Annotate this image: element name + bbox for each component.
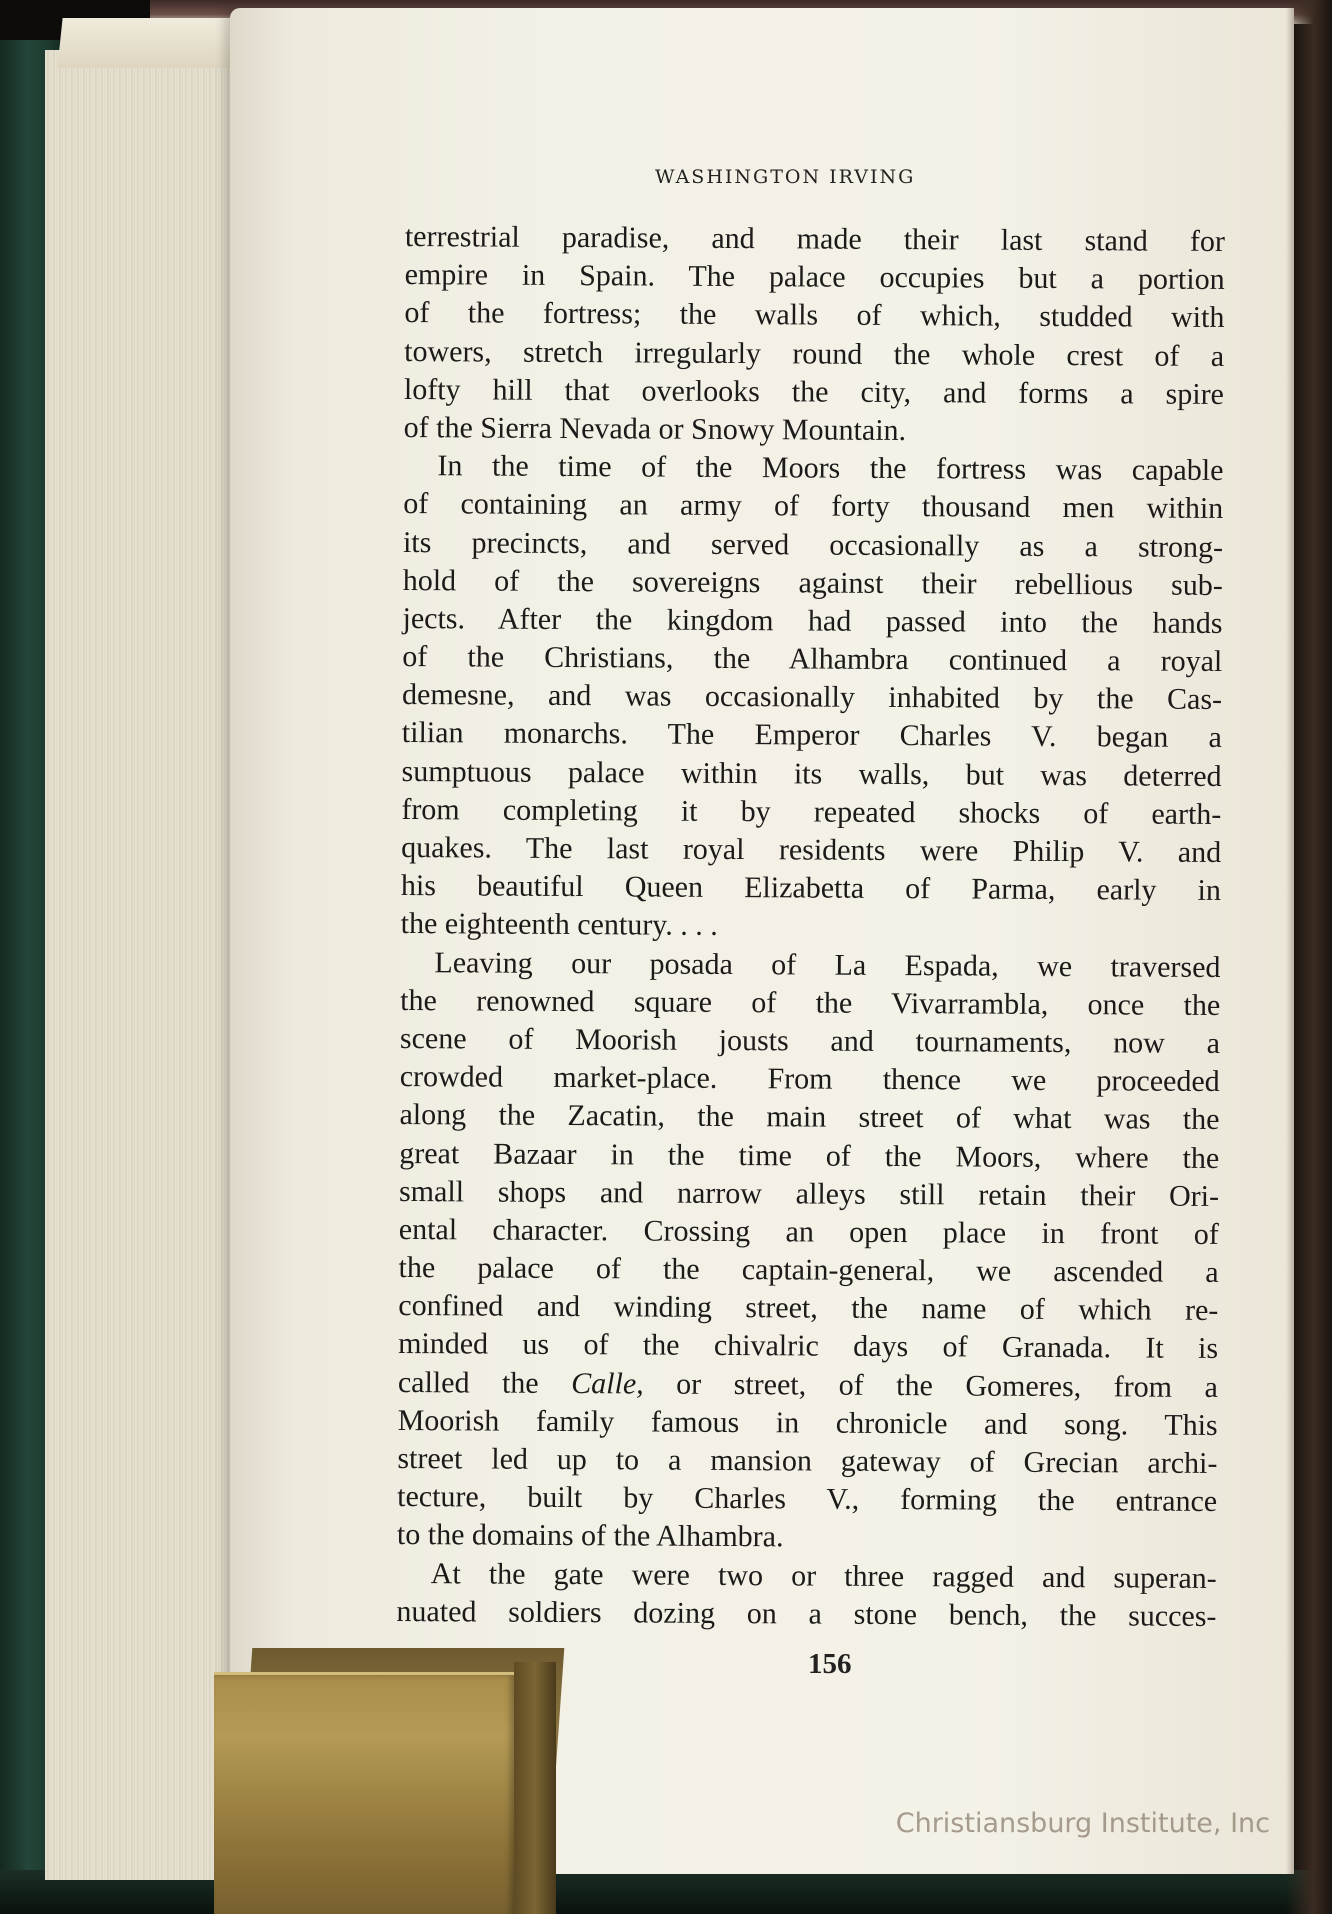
- text-line: jects. After the kingdom had passed into the hands: [402, 601, 1223, 640]
- italic-word: Calle,: [571, 1366, 644, 1401]
- text-line: sumptuous palace within its walls, but was deterred: [401, 754, 1222, 793]
- text-line: its precincts, and served occasionally as a strong-: [402, 525, 1224, 564]
- text-line: tilian monarchs. The Emperor Charles V. began a: [401, 716, 1222, 755]
- text-line: the renowned square of the Vivarrambla, once the: [400, 983, 1221, 1022]
- text-line: towers, stretch irregularly round the whole crest of a: [404, 334, 1225, 373]
- text-line: small shops and narrow alleys still retain their Ori-: [398, 1174, 1220, 1213]
- text-line: great Bazaar in the time of the Moors, where the: [399, 1136, 1220, 1175]
- text-line: quakes. The last royal residents were Philip V. and: [401, 830, 1222, 869]
- text-line: ental character. Crossing an open place in front of: [398, 1212, 1219, 1251]
- text-line: of the Sierra Nevada or Snowy Mountain.: [403, 410, 907, 448]
- text-line: In the time of the Moors the fortress was capable: [437, 449, 1224, 488]
- text-line: empire in Spain. The palace occupies but a portion: [404, 258, 1225, 297]
- text-line: the palace of the captain-general, we ascended a: [398, 1251, 1219, 1290]
- text-line: of containing an army of forty thousand men within: [403, 487, 1224, 526]
- text-line: terrestrial paradise, and made their last stand for: [404, 219, 1225, 259]
- page-number: 156: [808, 1648, 852, 1680]
- running-head: WASHINGTON IRVING: [655, 166, 916, 188]
- text-line: Leaving our posada of La Espada, we traversed: [434, 945, 1221, 984]
- text-line: minded us of the chivalric days of Granada. It is: [398, 1327, 1219, 1366]
- text-line: confined and winding street, the name of which re-: [398, 1289, 1219, 1328]
- text-line: Moorish family famous in chronicle and song. This: [397, 1403, 1218, 1442]
- text-line: his beautiful Queen Elizabetta of Parma, early in: [400, 869, 1222, 908]
- text-line: nuated soldiers dozing on a stone bench, the succes-: [396, 1594, 1217, 1633]
- text-line: At the gate were two or three ragged and superan-: [430, 1556, 1217, 1595]
- text-line: from completing it by repeated shocks of earth-: [401, 792, 1222, 831]
- text-line: to the domains of the Alhambra.: [396, 1518, 784, 1554]
- page-right-shadow: [1286, 0, 1332, 1914]
- text-line: scene of Moorish jousts and tournaments, now a: [399, 1021, 1221, 1060]
- text-line: of the Christians, the Alhambra continued a royal: [402, 640, 1223, 679]
- text-line: street led up to a mansion gateway of Grecian archi-: [397, 1441, 1218, 1480]
- text-line: hold of the sovereigns against their rebellious sub-: [402, 563, 1223, 602]
- page-body-text: [396, 218, 1225, 1636]
- text-line: lofty hill that overlooks the city, and forms a spire: [403, 372, 1225, 411]
- text-line: crowded market-place. From thence we proceeded: [399, 1060, 1220, 1099]
- text-line: demesne, and was occasionally inhabited by the Cas-: [401, 678, 1223, 717]
- text-line: of the fortress; the walls of which, studded with: [404, 296, 1225, 335]
- text-line: called the Calle, or street, of the Gomeres, from a: [397, 1365, 1218, 1404]
- book-weight-side: [514, 1662, 556, 1914]
- book-weight-front: [214, 1672, 514, 1914]
- text-line: along the Zacatin, the main street of what was the: [399, 1098, 1220, 1137]
- text-line: tecture, built by Charles V., forming the entrance: [397, 1480, 1218, 1519]
- watermark: Christiansburg Institute, Inc: [895, 1808, 1270, 1839]
- text-line: the eighteenth century. . . .: [400, 907, 718, 943]
